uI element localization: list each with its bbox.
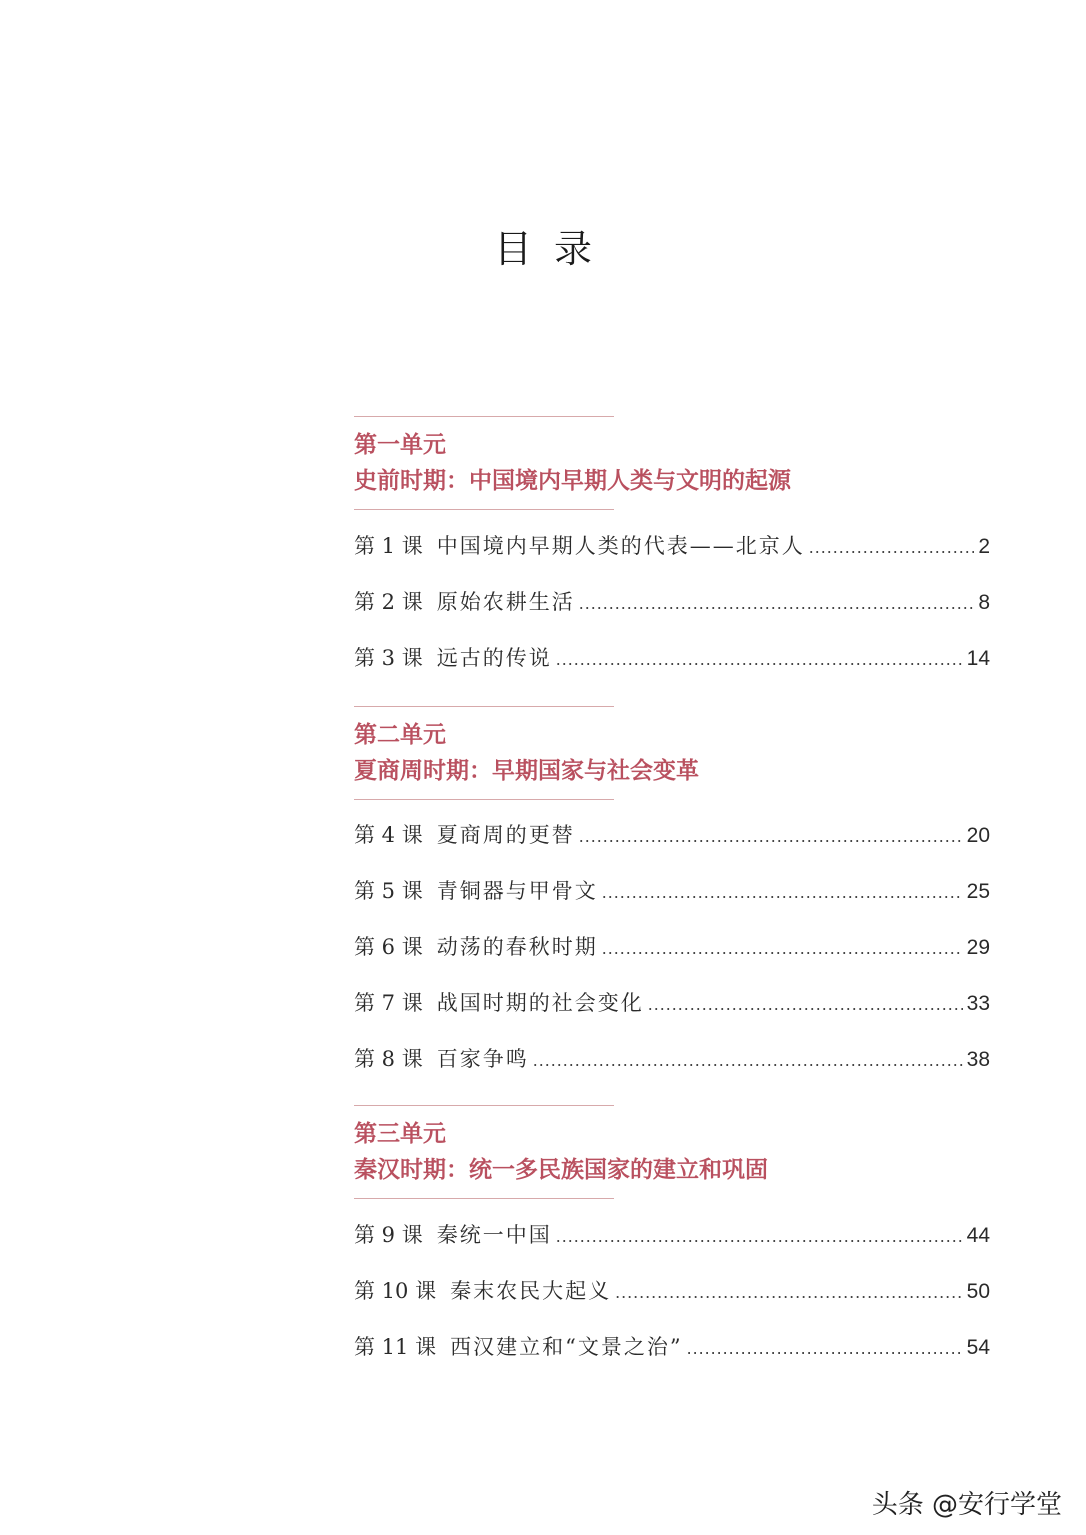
leader-dots bbox=[602, 882, 963, 903]
page-title: 目录 bbox=[493, 227, 614, 271]
page-number: 14 bbox=[966, 647, 990, 670]
divider bbox=[354, 1198, 614, 1199]
leader-dots bbox=[648, 994, 963, 1015]
toc-entry[interactable] bbox=[354, 1275, 990, 1305]
page-number: 38 bbox=[966, 1048, 990, 1071]
page-number: 8 bbox=[978, 591, 990, 614]
toc-entry[interactable] bbox=[354, 1331, 990, 1361]
lesson-title: 秦统一中国 bbox=[436, 1223, 552, 1247]
lesson-number: 第 1 课 bbox=[354, 534, 423, 558]
page-number: 44 bbox=[966, 1224, 990, 1247]
leader-dots bbox=[687, 1338, 963, 1359]
leader-dots bbox=[602, 938, 963, 959]
lesson-number: 第 9 课 bbox=[354, 1223, 423, 1247]
toc-entry[interactable] bbox=[354, 875, 990, 905]
page-number: 25 bbox=[966, 880, 990, 903]
watermark: 头条 @安行学堂 bbox=[871, 1490, 1062, 1520]
page-number: 20 bbox=[966, 824, 990, 847]
toc-entry[interactable] bbox=[354, 586, 990, 616]
lesson-title: 中国境内早期人类的代表——北京人 bbox=[436, 534, 805, 558]
toc-entry[interactable] bbox=[354, 530, 990, 560]
page-number: 2 bbox=[978, 535, 990, 558]
lesson-number: 第 3 课 bbox=[354, 646, 423, 670]
unit-label: 第一单元 bbox=[354, 431, 446, 458]
unit-title: 史前时期：中国境内早期人类与文明的起源 bbox=[354, 467, 791, 494]
leader-dots bbox=[579, 593, 975, 614]
lesson-title: 夏商周的更替 bbox=[436, 823, 575, 847]
lesson-title: 动荡的春秋时期 bbox=[436, 935, 598, 959]
unit-label: 第二单元 bbox=[354, 721, 446, 748]
unit-label: 第三单元 bbox=[354, 1120, 446, 1147]
leader-dots bbox=[533, 1050, 963, 1071]
toc-entry[interactable] bbox=[354, 1043, 990, 1073]
unit-title: 夏商周时期：早期国家与社会变革 bbox=[354, 757, 699, 784]
lesson-number: 第 11 课 bbox=[354, 1335, 437, 1359]
lesson-title: 秦末农民大起义 bbox=[450, 1279, 612, 1303]
page-number: 33 bbox=[966, 992, 990, 1015]
lesson-title: 西汉建立和“文景之治” bbox=[450, 1335, 683, 1359]
page-number: 54 bbox=[966, 1336, 990, 1359]
toc-entry[interactable] bbox=[354, 1219, 990, 1249]
unit-header-1 bbox=[354, 416, 990, 510]
lesson-number: 第 6 课 bbox=[354, 935, 423, 959]
unit-header-3 bbox=[354, 1105, 990, 1199]
lesson-number: 第 8 课 bbox=[354, 1047, 423, 1071]
lesson-title: 原始农耕生活 bbox=[436, 590, 575, 614]
unit-title: 秦汉时期：统一多民族国家的建立和巩固 bbox=[354, 1156, 768, 1183]
leader-dots bbox=[809, 537, 975, 558]
divider bbox=[354, 799, 614, 800]
lesson-number: 第 10 课 bbox=[354, 1279, 437, 1303]
page-number: 29 bbox=[966, 936, 990, 959]
lesson-title: 战国时期的社会变化 bbox=[436, 991, 644, 1015]
leader-dots bbox=[615, 1282, 963, 1303]
lesson-number: 第 4 课 bbox=[354, 823, 423, 847]
lesson-title: 远古的传说 bbox=[436, 646, 552, 670]
lesson-number: 第 2 课 bbox=[354, 590, 423, 614]
lesson-number: 第 7 课 bbox=[354, 991, 423, 1015]
lesson-number: 第 5 课 bbox=[354, 879, 423, 903]
leader-dots bbox=[579, 826, 963, 847]
lesson-title: 百家争鸣 bbox=[436, 1047, 529, 1071]
leader-dots bbox=[556, 649, 963, 670]
toc-entry[interactable] bbox=[354, 931, 990, 961]
unit-header-2 bbox=[354, 706, 990, 800]
toc-entry[interactable] bbox=[354, 819, 990, 849]
toc-entry[interactable] bbox=[354, 642, 990, 672]
leader-dots bbox=[556, 1226, 963, 1247]
page-number: 50 bbox=[966, 1280, 990, 1303]
divider bbox=[354, 509, 614, 510]
lesson-title: 青铜器与甲骨文 bbox=[436, 879, 598, 903]
toc-entry[interactable] bbox=[354, 987, 990, 1017]
